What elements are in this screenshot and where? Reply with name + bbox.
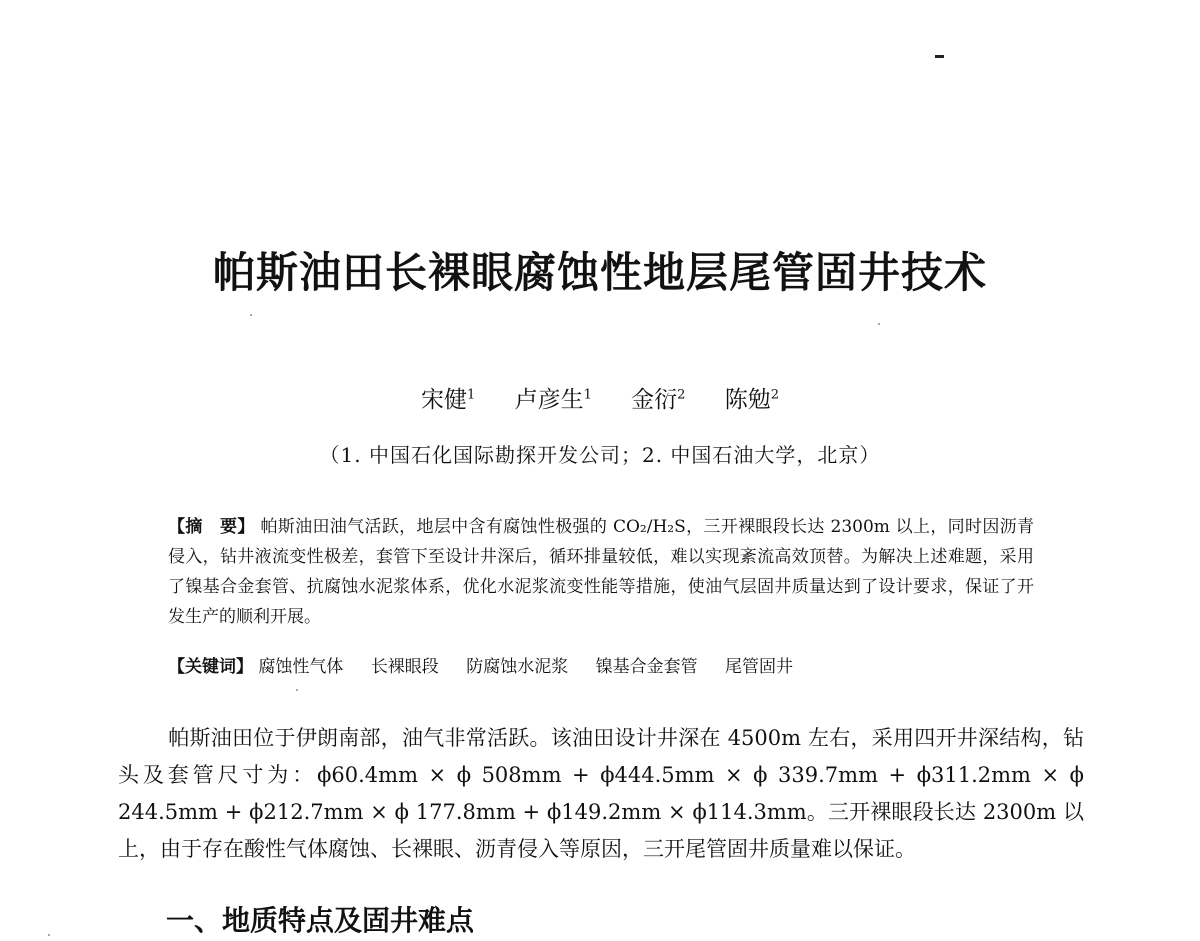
section-heading: 一、地质特点及固井难点 (166, 904, 475, 937)
author-list (0, 381, 1200, 414)
author: 金衍$^2$ (631, 387, 686, 413)
paper-title: 帕斯油田长裸眼腐蚀性地层尾管固井技术 (212, 248, 987, 297)
keyword: 防腐蚀水泥浆 (466, 657, 569, 677)
keyword: 长裸眼段 (370, 657, 439, 677)
scan-speck (250, 314, 252, 316)
body-paragraph-text: 帕斯油田位于伊朗南部，油气非常活跃。该油田设计井深在 4500m 左右，采用四开井深结构，钻头及套管尺寸为：ϕ60.4mm × ϕ 508mm + ϕ444.5mm × ϕ 339.7mm + ϕ311.2mm × ϕ 244.5mm + ϕ212.7mm × ϕ 177.8mm + ϕ149.2mm × ϕ114.3mm。三开裸眼段长达 2300m 以上，由于存在酸性气体腐蚀、长裸眼、沥青侵入等原因，三开尾管固井质量难以保证。 (118, 726, 1084, 861)
keyword: 镍基合金套管 (595, 657, 698, 677)
author: 卢彦生$^1$ (514, 387, 592, 413)
keyword: 腐蚀性气体 (258, 657, 344, 677)
scan-speck (878, 323, 880, 325)
scan-mark (935, 55, 944, 58)
scan-speck (296, 689, 298, 691)
abstract (168, 512, 1034, 632)
body-paragraph (118, 720, 1084, 868)
keywords-label: 【关键词】 (168, 657, 253, 677)
abstract-label: 【摘 要】 (168, 517, 255, 537)
scan-speck (48, 934, 50, 936)
affiliation: （1. 中国石化国际勘探开发公司；2. 中国石油大学，北京） (319, 443, 881, 467)
author: 陈勉$^2$ (724, 387, 780, 413)
author: 宋健$^1$ (420, 387, 476, 413)
abstract-text: 帕斯油田油气活跃，地层中含有腐蚀性极强的 CO₂/H₂S，三开裸眼段长达 2300m 以上，同时因沥青侵入，钻井液流变性极差，套管下至设计井深后，循环排量较低，难以实现紊流高效顶替。为解决上述难题，采用了镍基合金套管、抗腐蚀水泥浆体系，优化水泥浆流变性能等措施，使油气层固井质量达到了设计要求，保证了开发生产的顺利开展。 (168, 517, 1035, 627)
keyword: 尾管固井 (725, 657, 794, 677)
keywords (168, 652, 1068, 682)
